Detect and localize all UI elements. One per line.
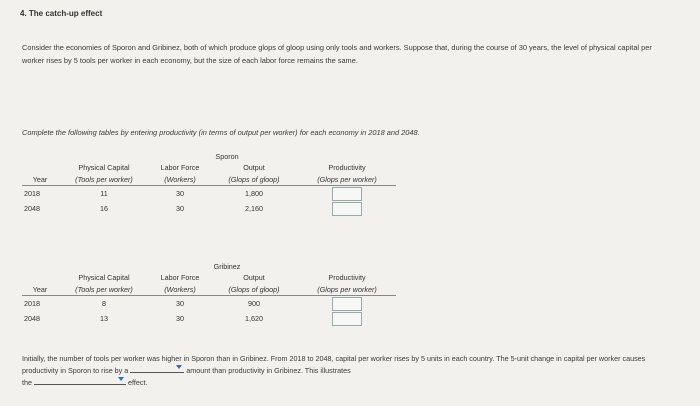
row-labor: 30 xyxy=(176,314,184,323)
table-row xyxy=(22,296,396,312)
col-productivity: Productivity xyxy=(328,273,366,282)
paragraph-sentence: Initially, the number of tools per worker was higher in Sporon than in Gribinez. From 2018 to 2048, capital per worker rises by 5 units in each country. xyxy=(22,354,495,363)
row-capital: 11 xyxy=(58,186,150,202)
productivity-input[interactable] xyxy=(332,187,362,201)
paragraph-sentence: The 5-unit change in capital per worker causes productivity in Sporon to rise by a xyxy=(22,354,646,375)
col-year: Year xyxy=(32,174,48,184)
effect-dropdown[interactable] xyxy=(34,376,126,385)
productivity-input[interactable] xyxy=(332,202,362,216)
row-output: 2,160 xyxy=(245,204,263,213)
productivity-input[interactable] xyxy=(332,297,362,311)
col-capital-unit: (Tools per worker) xyxy=(75,284,133,294)
col-output: Output xyxy=(243,273,265,282)
row-capital: 16 xyxy=(100,204,108,213)
col-output: Output xyxy=(243,163,265,172)
row-labor: 30 xyxy=(176,204,184,213)
col-labor: Labor Force xyxy=(160,273,200,282)
row-capital: 8 xyxy=(58,296,150,312)
row-labor: 30 xyxy=(150,186,210,202)
table-row xyxy=(22,311,396,326)
size-dropdown[interactable] xyxy=(130,364,184,373)
row-labor: 30 xyxy=(150,296,210,312)
intro-text: Consider the economies of Sporon and Gribinez, both of which produce glops of gloop using only tools and workers. Suppose that, during the course of 30 years, the level of physical capital per worker rises by 5 tools per worker in each economy, but the size of each labor force remains the same. xyxy=(22,43,652,65)
row-output: 1,620 xyxy=(245,314,263,323)
table-title: Gribinez xyxy=(213,261,241,271)
row-output: 900 xyxy=(210,296,298,312)
col-capital-unit: (Tools per worker) xyxy=(75,174,133,184)
col-output-unit: (Glops of gloop) xyxy=(228,284,280,294)
row-year: 2048 xyxy=(24,314,40,323)
chevron-down-icon xyxy=(176,365,182,369)
col-productivity: Productivity xyxy=(328,163,366,172)
chevron-down-icon xyxy=(118,377,124,381)
question-heading: 4. The catch-up effect xyxy=(20,9,103,18)
col-capital: Physical Capital xyxy=(78,273,130,282)
row-year: 2048 xyxy=(24,204,40,213)
instruction-text: Complete the following tables by entering productivity (in terms of output per worker) for each economy in 2018 and 2048. xyxy=(22,128,420,137)
sporon-table xyxy=(22,150,396,216)
table-row xyxy=(22,201,396,216)
col-capital: Physical Capital xyxy=(78,163,130,172)
row-output: 1,800 xyxy=(210,186,298,202)
table-title: Sporon xyxy=(215,151,239,161)
col-labor-unit: (Workers) xyxy=(164,174,196,184)
col-year: Year xyxy=(32,284,48,294)
col-labor-unit: (Workers) xyxy=(164,284,196,294)
productivity-input[interactable] xyxy=(332,312,362,326)
table-row xyxy=(22,186,396,202)
col-productivity-unit: (Glops per worker) xyxy=(317,174,377,184)
paragraph-sentence: effect. xyxy=(128,378,148,387)
row-year: 2018 xyxy=(22,186,58,202)
paragraph-sentence: amount than productivity in Gribinez. This illustrates xyxy=(186,366,351,375)
conclusion-paragraph xyxy=(22,353,672,388)
gribinez-table xyxy=(22,260,396,326)
col-productivity-unit: (Glops per worker) xyxy=(317,284,377,294)
paragraph-sentence: the xyxy=(22,378,32,387)
col-labor: Labor Force xyxy=(160,163,200,172)
col-output-unit: (Glops of gloop) xyxy=(228,174,280,184)
row-year: 2018 xyxy=(22,296,58,312)
row-capital: 13 xyxy=(100,314,108,323)
